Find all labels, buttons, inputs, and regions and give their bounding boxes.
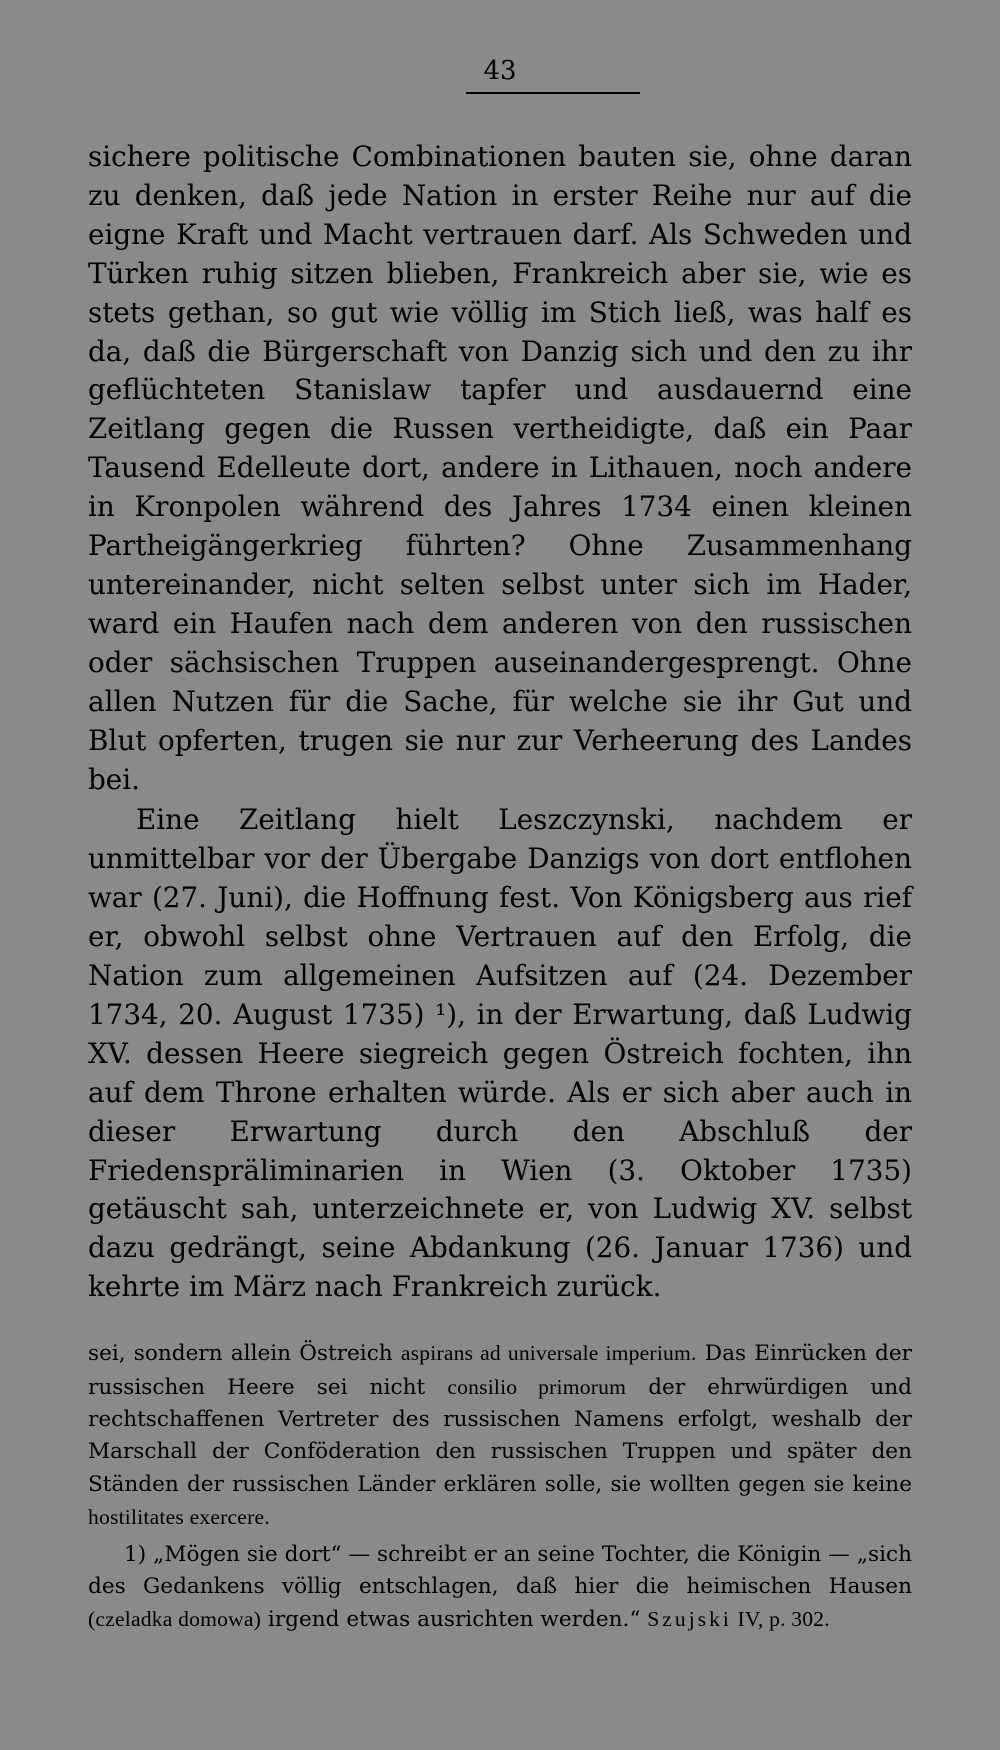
footnote-1-citation: IV, p. 302.: [731, 1607, 830, 1632]
page-header: [88, 52, 912, 94]
footnote-latin-phrase-3: hostilitates exercere.: [88, 1505, 270, 1530]
footnote-latin-phrase-1: aspirans ad universale imperium.: [400, 1341, 697, 1366]
footnote-1-marker: 1): [124, 1541, 147, 1567]
main-text: [88, 138, 912, 1307]
page-number: 43: [483, 56, 517, 86]
body-paragraph-1: sichere politische Combinationen bauten sie, ohne daran zu denken, daß jede Nation in erster Reihe nur auf die eigne Kraft und Macht vertrauen darf. Als Schweden und Türken ruhig sitzen blieben, Frankreich aber sie, wie es stets gethan, so gut wie völlig im Stich ließ, was half es da, daß die Bürgerschaft von Danzig sich und den zu ihr geflüchteten Stanislaw tapfer und ausdauernd eine Zeitlang gegen die Russen vertheidigte, daß ein Paar Tausend Edelleute dort, andere in Lithauen, noch andere in Kronpolen während des Jahres 1734 einen kleinen Partheigängerkrieg führten? Ohne Zusammenhang untereinander, nicht selten selbst unter sich im Hader, ward ein Haufen nach dem anderen von den russischen oder sächsischen Truppen auseinandergesprengt. Ohne allen Nutzen für die Sache, für welche sie ihr Gut und Blut opferten, trugen sie nur zur Verheerung des Landes bei.: [88, 140, 912, 796]
footnote-1-latin-phrase: (czeladka domowa): [88, 1607, 262, 1632]
footnote-1-text: „Mögen sie dort“ — schreibt er an seine Tochter, die Königin — „sich des Gedankens völlig entschlagen, daß hier die heimischen Hausen: [88, 1541, 912, 1600]
footnote-latin-phrase-2: consilio primorum: [447, 1374, 627, 1399]
footnotes: [88, 1337, 912, 1637]
body-paragraph-2: Eine Zeitlang hielt Leszczynski, nachdem er unmittelbar vor der Übergabe Danzigs von dort entflohen war (27. Juni), die Hoffnung fest. Von Königsberg aus rief er, obwohl selbst ohne Vertrauen auf den Erfolg, die Nation zum allgemeinen Aufsitzen auf (24. Dezember 1734, 20. August 1735) ¹), in der Erwartung, daß Ludwig XV. dessen Heere siegreich gegen Östreich fochten, ihn auf dem Throne erhalten würde. Als er sich aber auch in dieser Erwartung durch den Abschluß der Friedenspräliminarien in Wien (3. Oktober 1735) getäuscht sah, unterzeichnete er, von Ludwig XV. selbst dazu gedrängt, seine Abdankung (26. Januar 1736) und kehrte im März nach Frankreich zurück.: [88, 803, 912, 1304]
footnote-continuation-text-1: sei, sondern allein Östreich: [88, 1341, 401, 1367]
footnote-continuation-text-2: Das Einrücken der russischen Heere sei nicht: [88, 1341, 912, 1400]
footnote-1: [88, 1539, 912, 1637]
header-rule: [466, 92, 640, 94]
footnote-continuation: [88, 1337, 912, 1534]
footnote-1-author: Szujski: [647, 1607, 732, 1632]
footnote-1-text-2: irgend etwas ausrichten werden.“: [261, 1607, 648, 1633]
footnote-continuation-text-3: der ehrwürdigen und rechtschaffenen Vertreter des russischen Namens erfolgt, weshalb der Marschall der Conföderation den russischen Truppen und später den Ständen der russischen Länder erklären solle, sie wollten gegen sie keine: [88, 1374, 912, 1497]
